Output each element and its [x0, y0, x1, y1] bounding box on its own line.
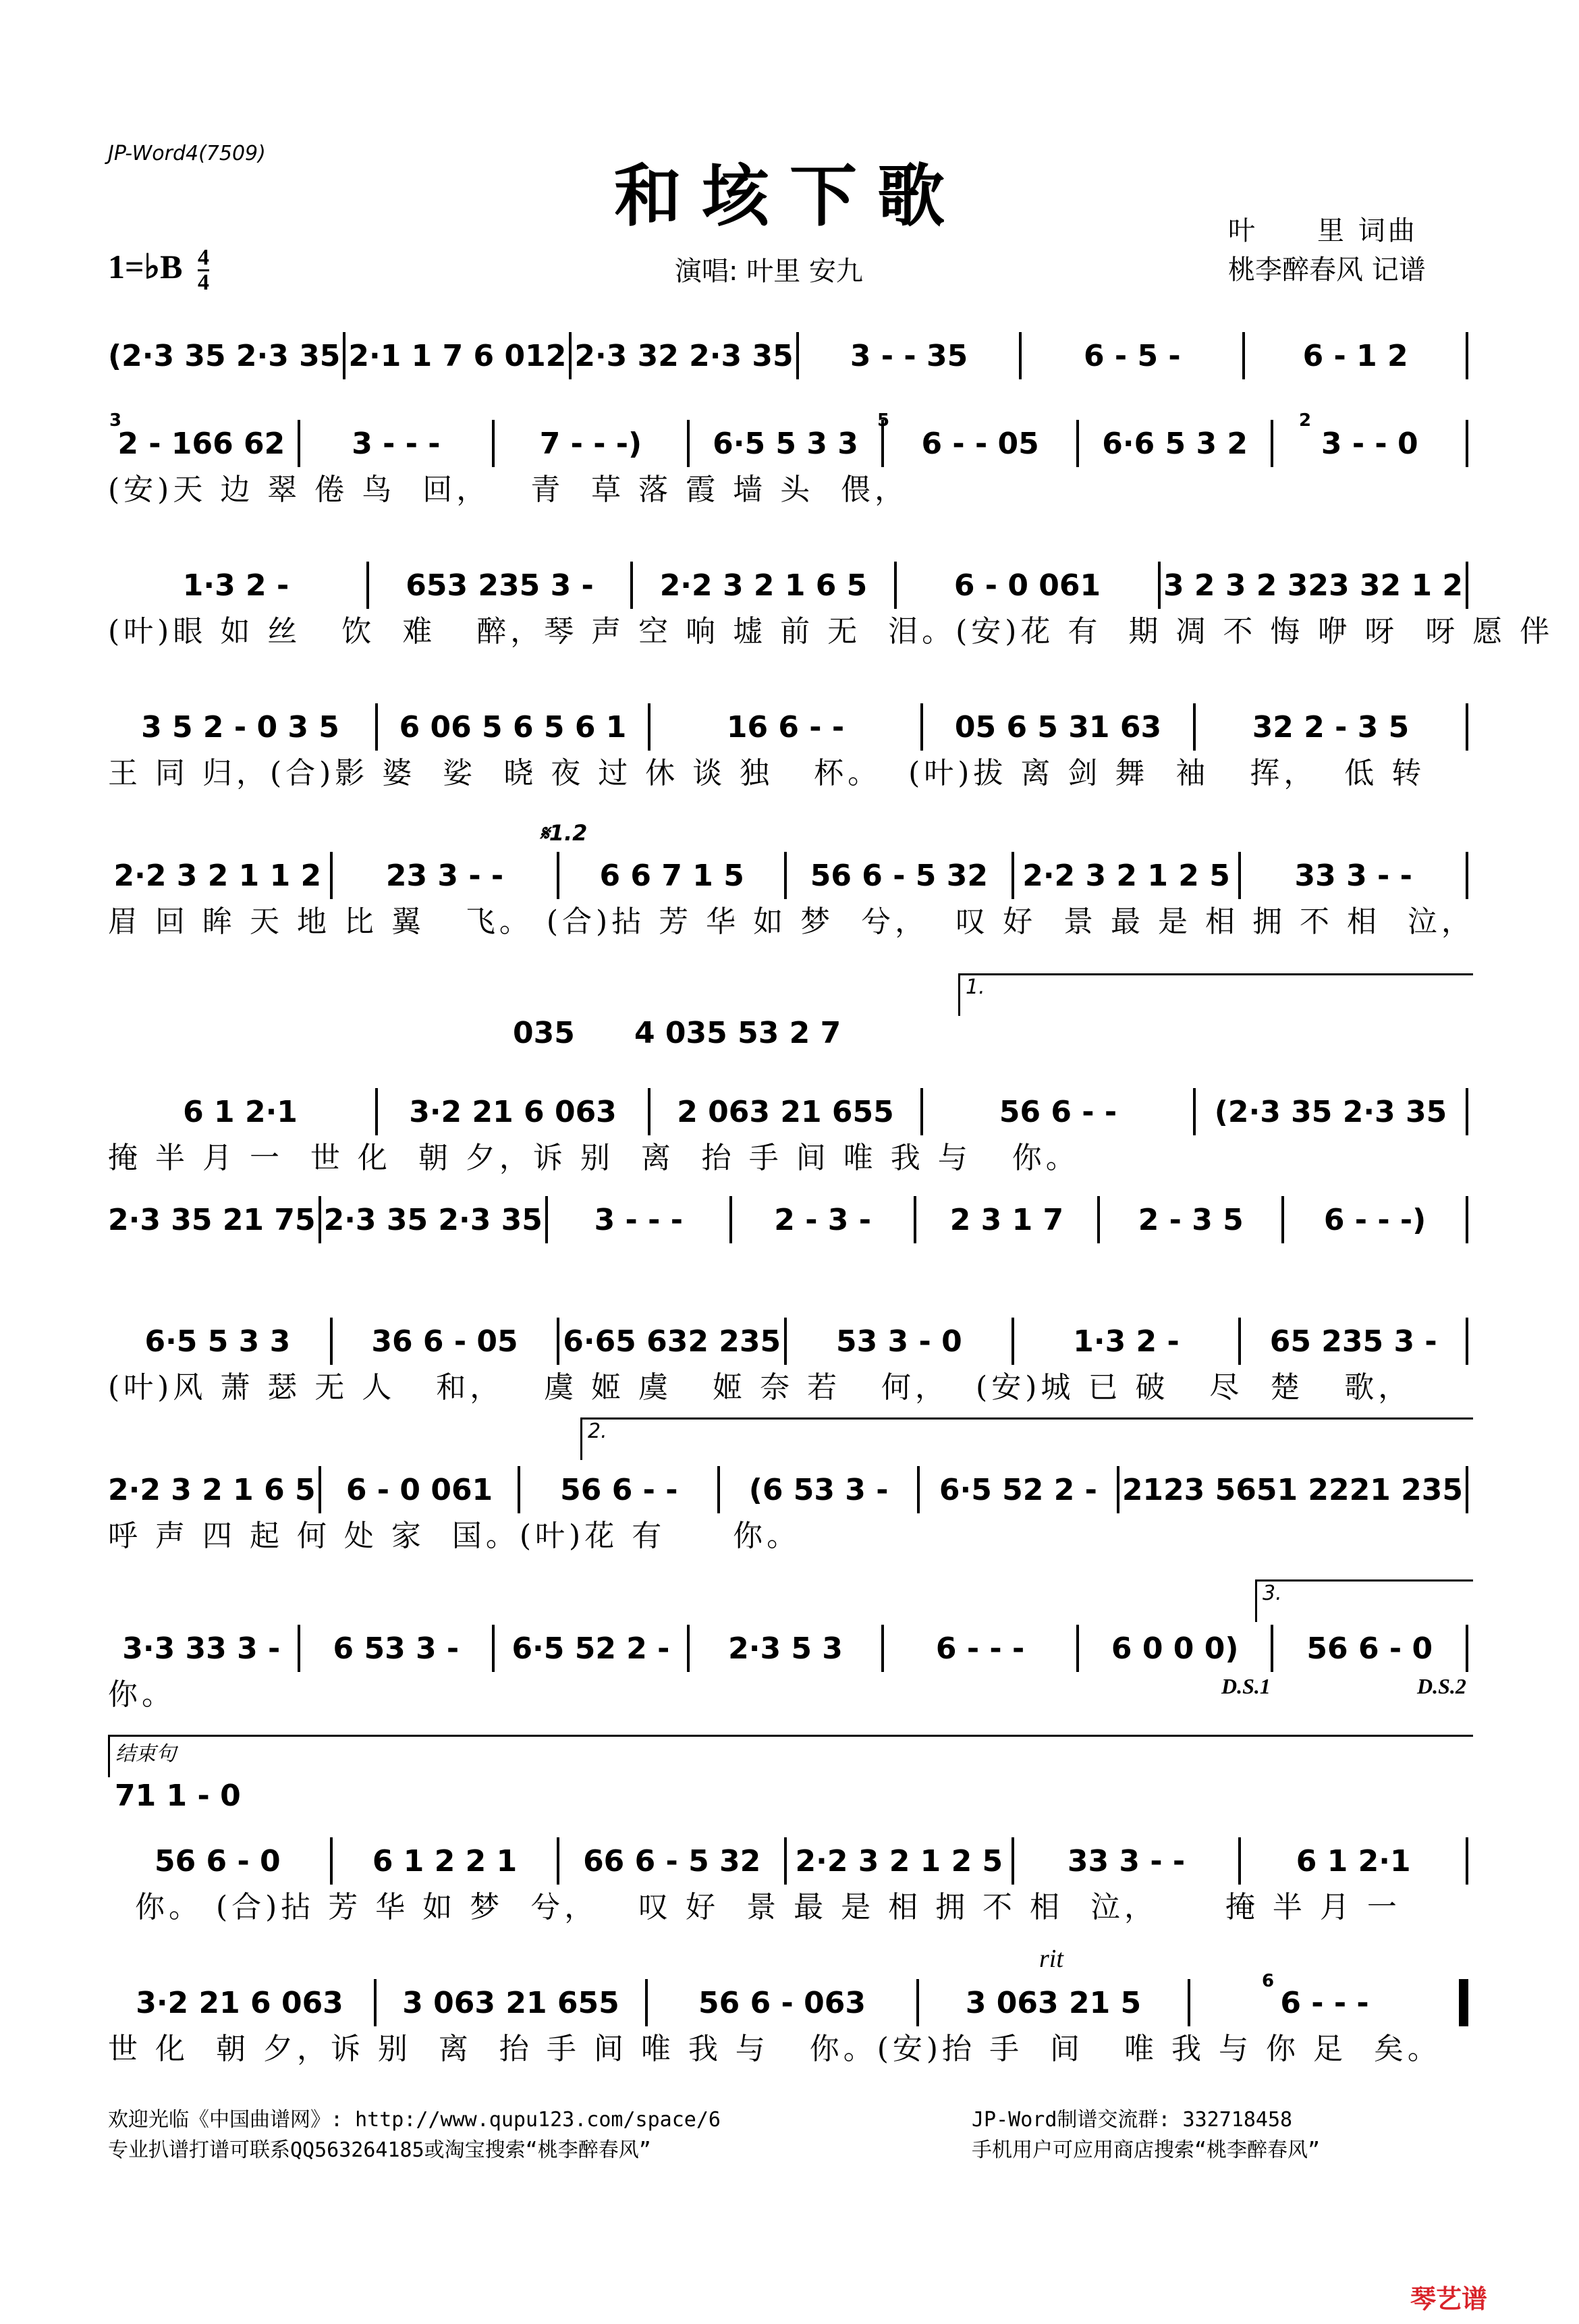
time-sig-top: 4: [197, 245, 209, 270]
notes-row: [108, 1839, 1471, 1883]
barline: [1466, 1318, 1468, 1365]
barline: [375, 1088, 378, 1135]
measure: 3 - - -: [594, 1202, 683, 1237]
software-version: JP-Word4(7509): [108, 142, 266, 165]
grace-note-3: 2: [1299, 410, 1312, 431]
measure: 23 3 - -: [385, 858, 504, 893]
score-line: [108, 1090, 1471, 1174]
measure: 56 6 - 5 32: [810, 858, 988, 893]
time-signature: [198, 246, 209, 294]
barline: [1019, 332, 1022, 379]
barline: [366, 562, 369, 609]
measure: 2·3 35 2·3 35: [323, 1202, 543, 1237]
volta-3: 3.: [1255, 1579, 1473, 1622]
singer-credit: 演唱: 叶里 安九: [675, 256, 863, 287]
measure: 6 06 5 6 5 6 1: [399, 709, 627, 745]
lyrics-row: (叶)眼 如 丝 饮 难 醉，琴 声 空 响 墟 前 无 泪。(安)花 有 期 凋 不 悔 咿 呀 呀 愿 伴: [108, 614, 1554, 649]
notes-row: [108, 1627, 1471, 1670]
barline: [374, 1979, 377, 2026]
lyrics-row: 你。 (合)拈 芳 华 如 梦 兮， 叹 好 景 最 是 相 拥 不 相 泣， 掩 半 月 一: [108, 1890, 1401, 1924]
coda-upper-voice: 71 1 - 0: [115, 1779, 241, 1813]
lyrics-row: (安)天 边 翠 倦 鸟 回， 青 草 落 霞 墙 头 偎，: [108, 472, 909, 507]
measure: 7 - - -): [539, 426, 642, 461]
notes-row: [108, 705, 1471, 749]
barline: [687, 420, 690, 467]
barline: [914, 1196, 916, 1243]
measure: (6 53 3 -: [748, 1472, 889, 1507]
measure: 6 53 3 -: [333, 1631, 460, 1666]
barline: [920, 703, 923, 751]
notes-row: [108, 564, 1471, 607]
measure: (2·3 35 2·3 35: [1214, 1094, 1447, 1129]
measure: 33 3 - -: [1067, 1843, 1186, 1879]
measure: 1·3 2 -: [182, 568, 289, 603]
barline: [318, 1466, 321, 1513]
barline: [1466, 1088, 1468, 1135]
measure: 32 2 - 3 5: [1252, 709, 1410, 745]
barline: [557, 1318, 559, 1365]
measure: 33 3 - -: [1294, 858, 1412, 893]
barline: [1466, 703, 1468, 751]
barline: [492, 420, 495, 467]
measure: 2 - 166 62: [117, 426, 285, 461]
barline: [1466, 420, 1468, 467]
barline: [1158, 562, 1161, 609]
measure: 6·5 5 3 3: [713, 426, 858, 461]
measure: 6·5 52 2 -: [939, 1472, 1097, 1507]
barline: [1238, 1318, 1241, 1365]
ds2-mark: D.S.2: [1417, 1674, 1466, 1698]
measure: 6 - 0 061: [953, 568, 1101, 603]
barline: [330, 1318, 333, 1365]
barline: [784, 1837, 787, 1885]
measure: 6·65 632 235: [563, 1324, 781, 1359]
notes-row: [108, 1468, 1471, 1511]
measure: 6 - - -): [1323, 1202, 1426, 1237]
measure: 2123 5651 2221 235: [1121, 1472, 1463, 1507]
barline: [1271, 1625, 1273, 1672]
barline: [330, 852, 333, 899]
score-line: [108, 1839, 1471, 1923]
upper-voice-a: 035: [513, 1016, 575, 1050]
measure: 6 - 1 2: [1302, 338, 1408, 373]
page-title: 和垓下歌: [614, 156, 965, 236]
score-line: [108, 705, 1471, 789]
measure: 56 6 - 0: [154, 1843, 281, 1879]
notes-row: [108, 334, 1471, 377]
barline: [630, 562, 633, 609]
measure: 6·6 5 3 2: [1102, 426, 1248, 461]
barline: [784, 1318, 787, 1365]
measure: 56 6 - 063: [698, 1985, 866, 2020]
barline: [687, 1625, 690, 1672]
barline: [645, 1979, 648, 2026]
barline: [729, 1196, 732, 1243]
score-line: [108, 564, 1554, 649]
barline: [1076, 420, 1079, 467]
measure: 2 063 21 655: [677, 1094, 894, 1129]
barline: [1459, 1979, 1468, 2026]
score-line: [108, 854, 1475, 939]
score-line: [108, 1981, 1471, 2065]
measure: 3 2 3 2 323 32 1 2: [1163, 568, 1463, 603]
measure: 66 6 - 5 32: [583, 1843, 761, 1879]
measure: 3·2 21 6 063: [136, 1985, 343, 2020]
measure: 6 1 2·1: [183, 1094, 298, 1129]
measure: 56 6 - -: [999, 1094, 1117, 1129]
barline: [648, 703, 650, 751]
barline: [1117, 1466, 1119, 1513]
lyrics-row: [108, 377, 1471, 418]
barline: [1012, 1837, 1014, 1885]
barline: [1097, 1196, 1100, 1243]
barline: [1466, 332, 1468, 379]
barline: [916, 1979, 919, 2026]
barline: [717, 1466, 720, 1513]
measure: 16 6 - -: [726, 709, 845, 745]
measure: 2·2 3 2 1 2 5: [1022, 858, 1230, 893]
barline: [1281, 1196, 1284, 1243]
barline: [1238, 852, 1241, 899]
measure: 65 235 3 -: [1269, 1324, 1437, 1359]
grace-note-2: 5: [877, 410, 890, 431]
key-label: 1=♭B: [108, 247, 183, 286]
segno-mark: 𝄋1.2: [540, 820, 588, 846]
measure: 3 5 2 - 0 3 5: [141, 709, 339, 745]
measure: 6 1 2 2 1: [372, 1843, 518, 1879]
barline: [1188, 1979, 1190, 2026]
barline: [1466, 562, 1468, 609]
barline: [330, 1837, 333, 1885]
measure: 3·3 33 3 -: [122, 1631, 281, 1666]
lyrics-row: 世 化 朝 夕，诉 别 离 抬 手 间 唯 我 与 你。(安)抬 手 间 唯 我 与 你 足 矣。: [108, 2032, 1441, 2066]
measure: 56 6 - -: [560, 1472, 678, 1507]
barline: [318, 1196, 321, 1243]
footer-group: JP-Word制谱交流群: 332718458: [972, 2108, 1293, 2132]
barline: [1271, 420, 1273, 467]
measure: 3 063 21 655: [402, 1985, 619, 2020]
barline: [1466, 1837, 1468, 1885]
measure: 6·5 52 2 -: [511, 1631, 670, 1666]
measure: 6·5 5 3 3: [144, 1324, 291, 1359]
lyrics-row: 眉 回 眸 天 地 比 翼 飞。 (合)拈 芳 华 如 梦 兮， 叹 好 景 最 是 相 拥 不 相 泣，: [108, 904, 1475, 939]
measure: 6 - - -: [1280, 1985, 1369, 2020]
footer-contact: 专业扒谱打谱可联系QQ563264185或淘宝搜索“桃李醉春风”: [108, 2138, 651, 2162]
barline: [1466, 1196, 1468, 1243]
barline: [1242, 332, 1245, 379]
grace-note-1: 3: [109, 410, 122, 431]
lyrics-row: (叶)风 萧 瑟 无 人 和， 虞 姬 虞 姬 奈 若 何， (安)城 已 破 尽 楚 歌，: [108, 1370, 1412, 1405]
measure: 2·2 3 2 1 1 2: [113, 858, 322, 893]
measure: 3 - - 35: [850, 338, 968, 373]
score-line: [108, 334, 1471, 418]
volta-2: 2.: [580, 1417, 1473, 1460]
measure: 653 235 3 -: [406, 568, 594, 603]
key-signature: [108, 246, 209, 294]
measure: 05 6 5 31 63: [954, 709, 1162, 745]
measure: 2·2 3 2 1 6 5: [659, 568, 868, 603]
measure: 36 6 - 05: [371, 1324, 518, 1359]
score-line: [108, 1198, 1471, 1282]
measure: 2 3 1 7: [949, 1202, 1064, 1237]
measure: 6 1 2·1: [1296, 1843, 1411, 1879]
lyrics-row: 掩 半 月 一 世 化 朝 夕，诉 别 离 抬 手 间 唯 我 与 你。: [108, 1141, 1080, 1175]
lyrics-row: 你。: [108, 1677, 175, 1712]
barline: [881, 1625, 884, 1672]
notes-row: [108, 1198, 1471, 1241]
measure: 56 6 - 0: [1306, 1631, 1433, 1666]
measure: 2·3 5 3: [728, 1631, 843, 1666]
barline: [920, 1088, 923, 1135]
measure: 2 - 3 5: [1138, 1202, 1244, 1237]
measure: 6 6 7 1 5: [599, 858, 744, 893]
grace-note-4: 6: [1262, 1971, 1275, 1991]
barline: [1238, 1837, 1241, 1885]
measure: 3 063 21 5: [965, 1985, 1142, 2020]
composer-credit: 叶 里 词曲: [1228, 215, 1418, 246]
footer-mobile: 手机用户可应用商店搜索“桃李醉春风”: [972, 2138, 1321, 2162]
measure: 6 - - 05: [921, 426, 1039, 461]
lyrics-row: 呼 声 四 起 何 处 家 国。(叶)花 有 你。: [108, 1519, 801, 1553]
notes-row: [108, 1090, 1471, 1133]
barline: [298, 1625, 300, 1672]
measure: 2·3 35 21 75: [108, 1202, 316, 1237]
measure: 2·3 32 2·3 35: [574, 338, 794, 373]
measure: 2 - 3 -: [774, 1202, 871, 1237]
barline: [1193, 703, 1196, 751]
ritardando-mark: rit: [1039, 1945, 1063, 1973]
measure: 53 3 - 0: [836, 1324, 962, 1359]
watermark-logo: 琴艺谱: [1410, 2284, 1488, 2314]
barline: [1466, 1625, 1468, 1672]
measure: 6 - - -: [935, 1631, 1025, 1666]
notes-row: [108, 854, 1471, 897]
transcriber-credit: 桃李醉春风 记谱: [1228, 254, 1426, 286]
barline: [784, 852, 787, 899]
measure: 2·2 3 2 1 2 5: [795, 1843, 1003, 1879]
ds1-mark: D.S.1: [1221, 1674, 1271, 1698]
measure: 1·3 2 -: [1073, 1324, 1180, 1359]
time-sig-bottom: 4: [197, 270, 209, 295]
barline: [343, 332, 345, 379]
measure: 2·1 1 7 6 012: [348, 338, 567, 373]
barline: [648, 1088, 650, 1135]
barline: [545, 1196, 548, 1243]
barline: [1466, 852, 1468, 899]
lyrics-row: [108, 1241, 1471, 1282]
coda-bracket: 结束句: [108, 1735, 1473, 1777]
score-line: [108, 422, 1471, 506]
barline: [1012, 1318, 1014, 1365]
measure: 3 - - 0: [1321, 426, 1418, 461]
score-line: [108, 1320, 1471, 1403]
barline: [569, 332, 572, 379]
lyrics-row: 王 同 归，(合)影 婆 娑 晓 夜 过 休 谈 独 杯。 (叶)拔 离 剑 舞 袖 挥， 低 转: [108, 756, 1426, 790]
barline: [917, 1466, 920, 1513]
measure: 6 - 0 061: [345, 1472, 493, 1507]
barline: [375, 703, 378, 751]
barline: [1076, 1625, 1079, 1672]
footer-website: 欢迎光临《中国曲谱网》: http://www.qupu123.com/space/6: [108, 2108, 721, 2132]
barline: [1193, 1088, 1196, 1135]
notes-row: [108, 1320, 1471, 1363]
measure: 3 - - -: [352, 426, 441, 461]
barline: [894, 562, 897, 609]
measure: (2·3 35 2·3 35: [108, 338, 341, 373]
barline: [557, 1837, 559, 1885]
barline: [1466, 1466, 1468, 1513]
measure: 2·2 3 2 1 6 5: [108, 1472, 316, 1507]
measure: 6 - 5 -: [1083, 338, 1181, 373]
volta-1: 1.: [958, 973, 1473, 1016]
notes-row: [108, 422, 1471, 465]
upper-voice-b: 4 035 53 2 7: [634, 1016, 841, 1050]
barline: [557, 852, 559, 899]
barline: [298, 420, 300, 467]
barline: [518, 1466, 520, 1513]
barline: [492, 1625, 495, 1672]
measure: 3·2 21 6 063: [409, 1094, 617, 1129]
barline: [796, 332, 799, 379]
score-line: [108, 1468, 1471, 1552]
barline: [1012, 852, 1014, 899]
measure: 6 0 0 0): [1111, 1631, 1239, 1666]
